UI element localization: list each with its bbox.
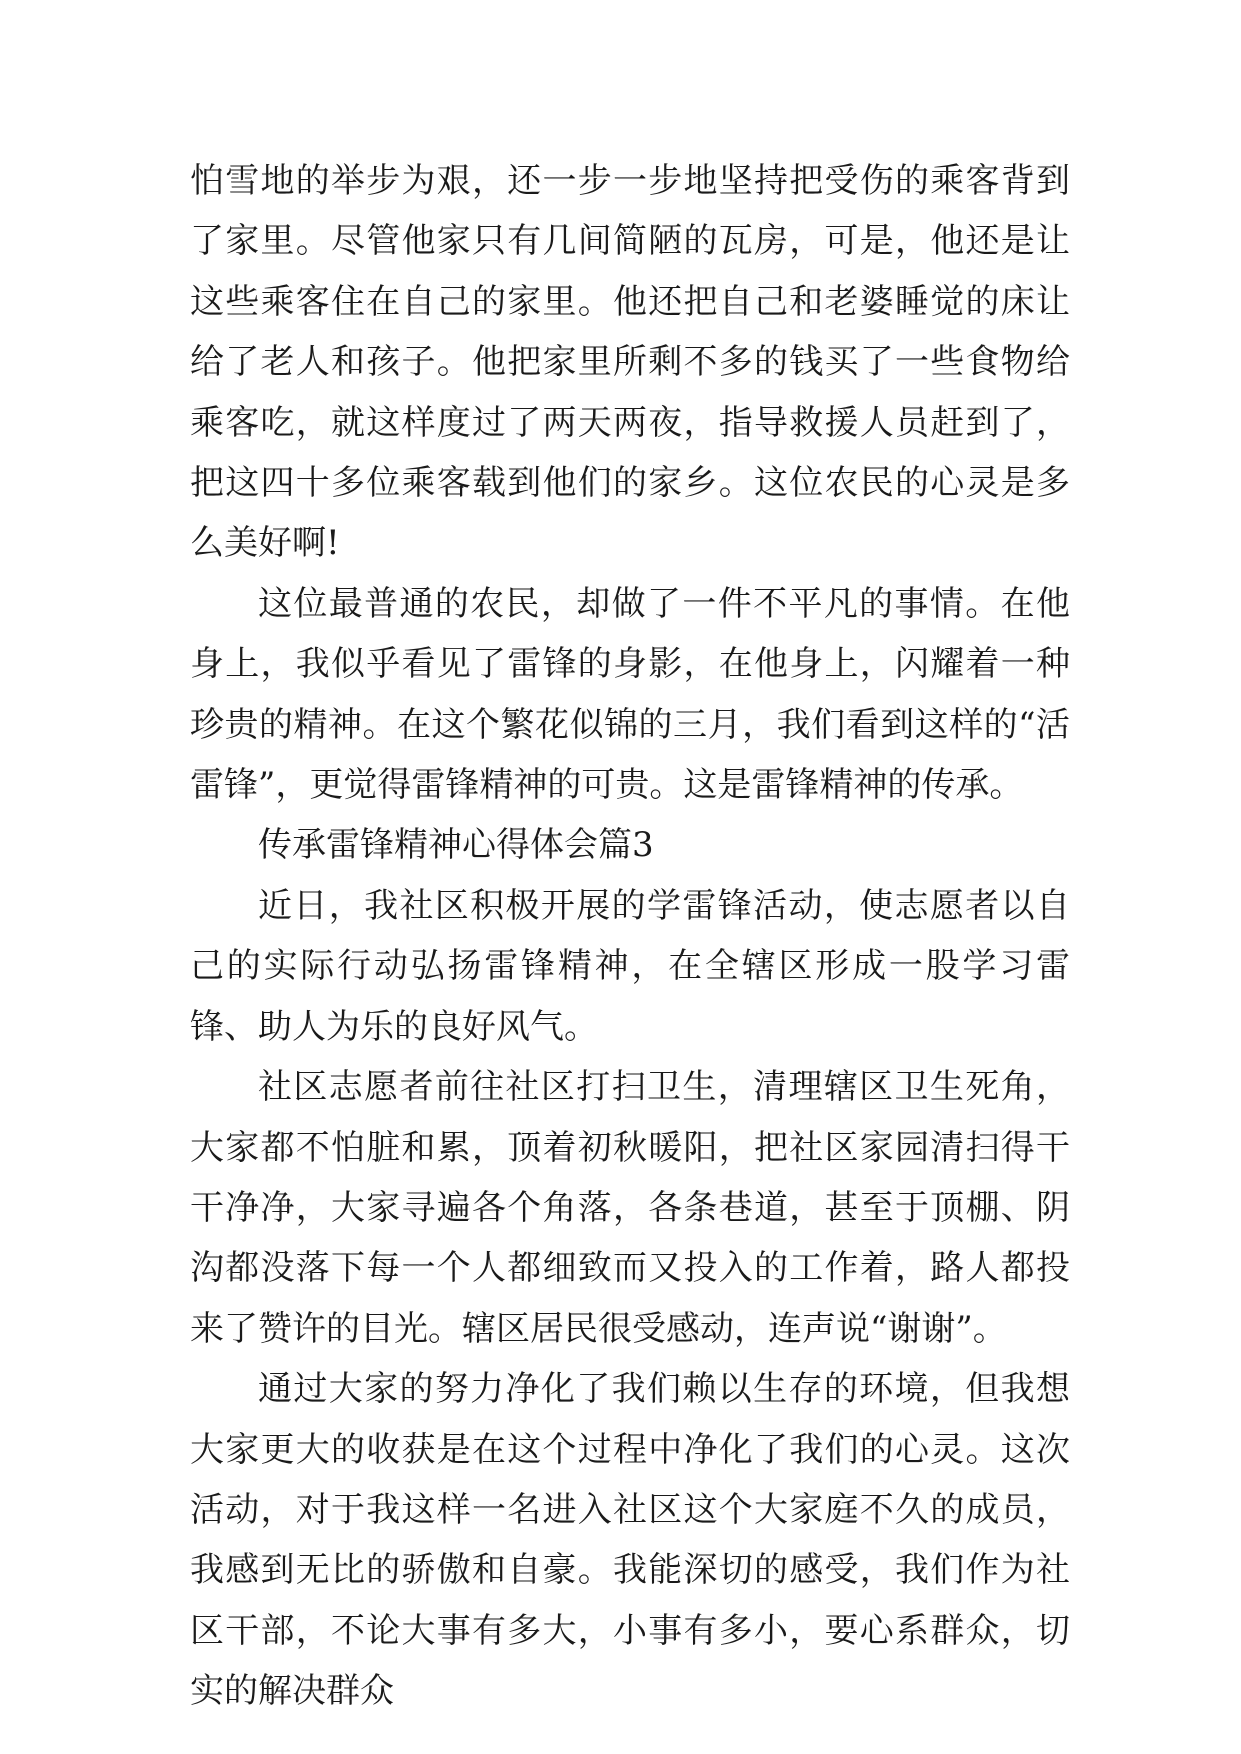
paragraph: 近日，我社区积极开展的学雷锋活动，使志愿者以自己的实际行动弘扬雷锋精神，在全辖区形成一股学习雷锋、助人为乐的良好风气。 [190, 885, 1070, 1047]
paragraph: 通过大家的努力净化了我们赖以生存的环境，但我想大家更大的收获是在这个过程中净化了我们的心灵。这次活动，对于我这样一名进入社区这个大家庭不久的成员，我感到无比的骄傲和自豪。我能深切的感受，我们作为社区干部，不论大事有多大，小事有多小，要心系群众，切实的解决群众 [190, 1369, 1070, 1712]
paragraph: 社区志愿者前往社区打扫卫生，清理辖区卫生死角，大家都不怕脏和累，顶着初秋暖阳，把社区家园清扫得干干净净，大家寻遍各个角落，各条巷道，甚至于顶棚、阴沟都没落下每一个人都细致而又投入的工作着，路人都投来了赞许的目光。辖区居民很受感动，连声说“谢谢”。 [190, 1067, 1070, 1349]
paragraph: 这位最普通的农民，却做了一件不平凡的事情。在他身上，我似乎看见了雷锋的身影，在他身上，闪耀着一种珍贵的精神。在这个繁花似锦的三月，我们看到这样的“活雷锋”，更觉得雷锋精神的可贵。这是雷锋精神的传承。 [190, 583, 1070, 806]
paragraph-continuation: 怕雪地的举步为艰，还一步一步地坚持把受伤的乘客背到了家里。尽管他家只有几间简陋的瓦房，可是，他还是让这些乘客住在自己的家里。他还把自己和老婆睡觉的床让给了老人和孩子。他把家里所剩不多的钱买了一些食物给乘客吃，就这样度过了两天两夜，指导救援人员赶到了，把这四十多位乘客载到他们的家乡。这位农民的心灵是多么美好啊! [190, 161, 1070, 564]
document-body [190, 151, 1070, 1722]
section-heading: 传承雷锋精神心得体会篇3 [258, 825, 654, 866]
